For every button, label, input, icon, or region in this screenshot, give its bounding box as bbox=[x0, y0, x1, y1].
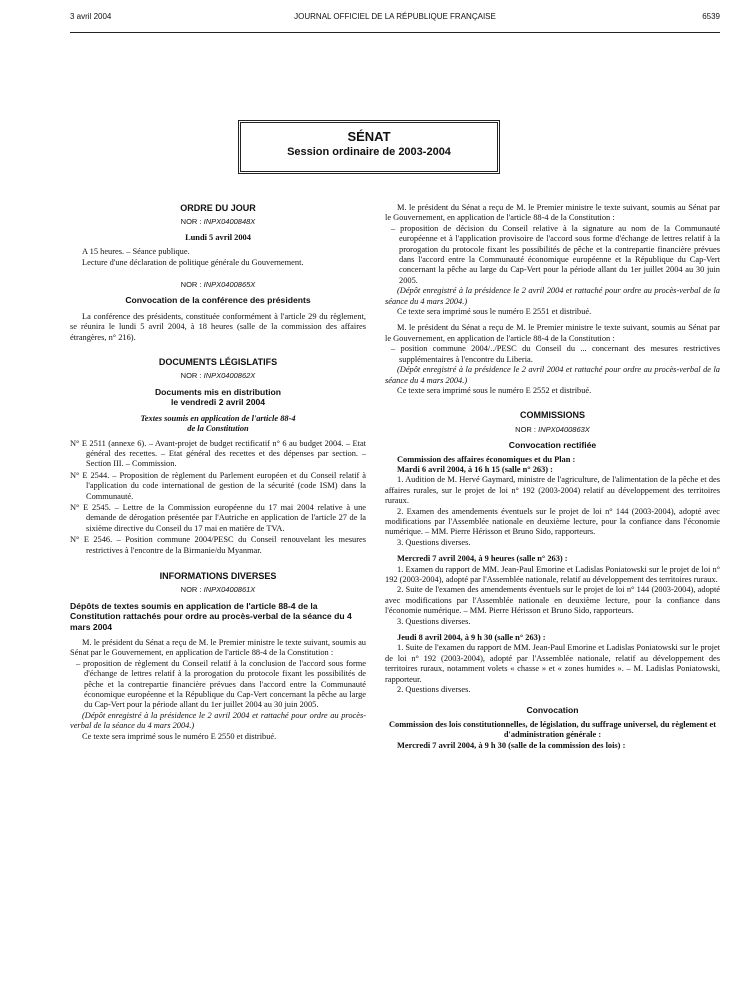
title-box bbox=[238, 120, 500, 174]
right-column bbox=[385, 203, 720, 751]
document-item: N° E 2546. – Position commune 2004/PESC du Conseil renouvelant les mesures restrictives à l'encontre de la Birmanie/du Myanmar. bbox=[70, 535, 366, 555]
seance-line: A 15 heures. – Séance publique. bbox=[82, 247, 190, 257]
agenda-item: 2. Examen des amendements éventuels sur le projet de loi n° 144 (2003-2004), adopté avec modifications par l'Assemblée nationale en deuxième lecture, pour la confiance dans l'économie numérique. – MM. Pierre Hérisson et Bruno Sido, rapporteurs. bbox=[385, 506, 720, 537]
title-session: Session ordinaire de 2003-2004 bbox=[287, 146, 451, 158]
documents-sub2: le vendredi 2 avril 2004 bbox=[170, 397, 266, 408]
depot-bullet: – position commune 2004/../PESC du Conseil du ... concernant des mesures restrictives supplémentaires à l'encontre du Liberia. bbox=[391, 344, 720, 364]
agenda-item: 2. Questions diverses. bbox=[397, 685, 471, 695]
nor-line: NOR : INPX0400861X bbox=[180, 585, 256, 595]
depot-bullet: – proposition de règlement du Conseil relatif à la conclusion de l'accord sous forme d'échange de lettres relatif à la prorogation du protocole fixant les possibilités de pêche et la contrepartie financière prévues dans l'accord entre la Communauté économique européenne et la République du Cap-Vert concernant la pêche au large du Cap-Vert pour la période allant du 1er juillet 2004 au 30 juin 2005. bbox=[76, 658, 366, 710]
conference-heading: Convocation de la conférence des présidents bbox=[125, 295, 311, 306]
ordre-date: Lundi 5 avril 2004 bbox=[185, 232, 251, 242]
mercredi-lois-line: Mercredi 7 avril 2004, à 9 h 30 (salle de la commission des lois) : bbox=[397, 740, 626, 750]
commission-affaires-economiques: Commission des affaires économiques et du Plan : bbox=[397, 454, 576, 464]
document-item: N° E 2511 (annexe 6). – Avant-projet de budget rectificatif n° 6 au budget 2004. – Etat général des recettes. – Etat général des recettes et des dépenses par section. – Section III. – Commission. bbox=[70, 438, 366, 469]
mercredi-line: Mercredi 7 avril 2004, à 9 heures (salle n° 263) : bbox=[397, 554, 568, 564]
title-senat: SÉNAT bbox=[347, 129, 391, 144]
article-884-line1: Textes soumis en application de l'article 88-4 bbox=[140, 413, 296, 423]
convocation-rectifiee: Convocation rectifiée bbox=[508, 440, 597, 451]
ordre-du-jour-heading: ORDRE DU JOUR bbox=[180, 203, 256, 213]
documents-sub1: Documents mis en distribution bbox=[154, 386, 282, 397]
document-item: N° E 2545. – Lettre de la Commission européenne du 17 mai 2004 relative à une demande de dérogation présentée par l'Autriche en application de l'article 27 de la sixième directive du Conseil du 17 mai en matière de TVA. bbox=[70, 502, 366, 533]
depot-bullet: – proposition de décision du Conseil relative à la signature au nom de la Communauté européenne et à l'application provisoire de l'accord sous forme d'échange de lettres relatif à la prorogation du protocole fixant les possibilités de pêche et la contrepartie financière prévues dans l'accord entre la Communauté économique européenne et la République du Cap-Vert concernant la pêche au large du Cap-Vert pour la période allant du 1er juillet 2004 au 30 juin 2005. bbox=[391, 223, 720, 285]
conference-text: La conférence des présidents, constituée conformément à l'article 29 du règlement, se réunira le lundi 5 avril 2004, à 18 heures (salle de la commission des affaires étrangères, n° 216). bbox=[70, 311, 366, 342]
depot-intro: M. le président du Sénat a reçu de M. le Premier ministre le texte suivant, soumis au Sénat par le Gouvernement, en application de l'article 88-4 de la Constitution : bbox=[385, 323, 720, 343]
header-journal-title: JOURNAL OFFICIEL DE LA RÉPUBLIQUE FRANÇAISE bbox=[294, 12, 496, 21]
nor-line: NOR : INPX0400848X bbox=[180, 217, 256, 227]
nor-line: NOR : INPX0400863X bbox=[515, 424, 590, 434]
agenda-item: 3. Questions diverses. bbox=[397, 616, 471, 626]
agenda-item: 3. Questions diverses. bbox=[397, 537, 471, 547]
agenda-item: 1. Suite de l'examen du rapport de MM. Jean-Paul Emorine et Ladislas Poniatowski sur le projet de loi n° 192 (2003-2004), adopté par l'Assemblée nationale, relatif au développement des territoires ruraux, notamment volets « chasse » et « zones humides ». – M. Ladislas Poniatowski, rapporteur. bbox=[385, 643, 720, 684]
depot-note: (Dépôt enregistré à la présidence le 2 avril 2004 et rattaché pour ordre au procès-verbal de la séance du 4 mars 2004.) bbox=[385, 286, 720, 306]
nor-line: NOR : INPX0400865X bbox=[180, 280, 256, 290]
header-rule bbox=[70, 32, 720, 33]
nor-line: NOR : INPX0400862X bbox=[180, 371, 256, 381]
header-date: 3 avril 2004 bbox=[70, 12, 112, 21]
depots-heading: Dépôts de textes soumis en application de l'article 88-4 de la Constitution rattachés pour ordre au procès-verbal de la séance du 4 mars 2004 bbox=[70, 600, 352, 632]
agenda-item: 1. Audition de M. Hervé Gaymard, ministre de l'agriculture, de l'alimentation de la pêche et des affaires rurales, sur le projet de loi n° 192 (2003-2004) relatif au développement des territoires ruraux. bbox=[385, 475, 720, 506]
documents-heading: DOCUMENTS LÉGISLATIFS bbox=[158, 357, 278, 368]
informations-heading: INFORMATIONS DIVERSES bbox=[159, 570, 277, 581]
running-header bbox=[70, 12, 720, 26]
commissions-heading: COMMISSIONS bbox=[519, 410, 585, 421]
depot-printed: Ce texte sera imprimé sous le numéro E 2552 et distribué. bbox=[397, 385, 592, 395]
depot-note: (Dépôt enregistré à la présidence le 2 avril 2004 et rattaché pour ordre au procès-verbal de la séance du 4 mars 2004.) bbox=[70, 710, 366, 731]
jeudi-line: Jeudi 8 avril 2004, à 9 h 30 (salle n° 263) : bbox=[397, 633, 546, 643]
header-page-number: 6539 bbox=[702, 12, 720, 21]
depot-printed: Ce texte sera imprimé sous le numéro E 2550 et distribué. bbox=[82, 731, 277, 741]
depot-intro: M. le président du Sénat a reçu de M. le Premier ministre le texte suivant, soumis au Sénat par le Gouvernement, en application de l'article 88-4 de la Constitution : bbox=[70, 638, 366, 658]
agenda-item: 1. Examen du rapport de MM. Jean-Paul Emorine et Ladislas Poniatowski sur le projet de loi n° 192 (2003-2004), adopté par l'Assemblée nationale, relatif au développement des territoires ruraux. bbox=[385, 564, 720, 584]
article-884-line2: de la Constitution bbox=[187, 424, 249, 434]
document-item: N° E 2544. – Proposition de règlement du Parlement européen et du Conseil relatif à l'application du code international de gestion de la sécurité (code ISM) dans la Communauté. bbox=[70, 470, 366, 501]
convocation-heading: Convocation bbox=[526, 705, 579, 716]
commission-lois: Commission des lois constitutionnelles, de législation, du suffrage universel, du règlement et d'administration générale : bbox=[388, 719, 717, 740]
left-column bbox=[70, 203, 366, 742]
depot-printed: Ce texte sera imprimé sous le numéro E 2551 et distribué. bbox=[397, 307, 592, 317]
depot-note: (Dépôt enregistré à la présidence le 2 avril 2004 et rattaché pour ordre au procès-verbal de la séance du 4 mars 2004.) bbox=[385, 365, 720, 385]
mardi-line: Mardi 6 avril 2004, à 16 h 15 (salle n° 263) : bbox=[397, 464, 553, 474]
declaration-line: Lecture d'une déclaration de politique générale du Gouvernement. bbox=[82, 257, 304, 267]
agenda-item: 2. Suite de l'examen des amendements éventuels sur le projet de loi n° 144 (2003-2004), adopté avec modifications par l'Assemblée nationale en deuxième lecture, pour la confiance dans l'économie numérique. – MM. Pierre Hérisson et Bruno Sido, rapporteurs. bbox=[385, 585, 720, 616]
depot-intro: M. le président du Sénat a reçu de M. le Premier ministre le texte suivant, soumis au Sénat par le Gouvernement, en application de l'article 88-4 de la Constitution : bbox=[385, 203, 720, 223]
